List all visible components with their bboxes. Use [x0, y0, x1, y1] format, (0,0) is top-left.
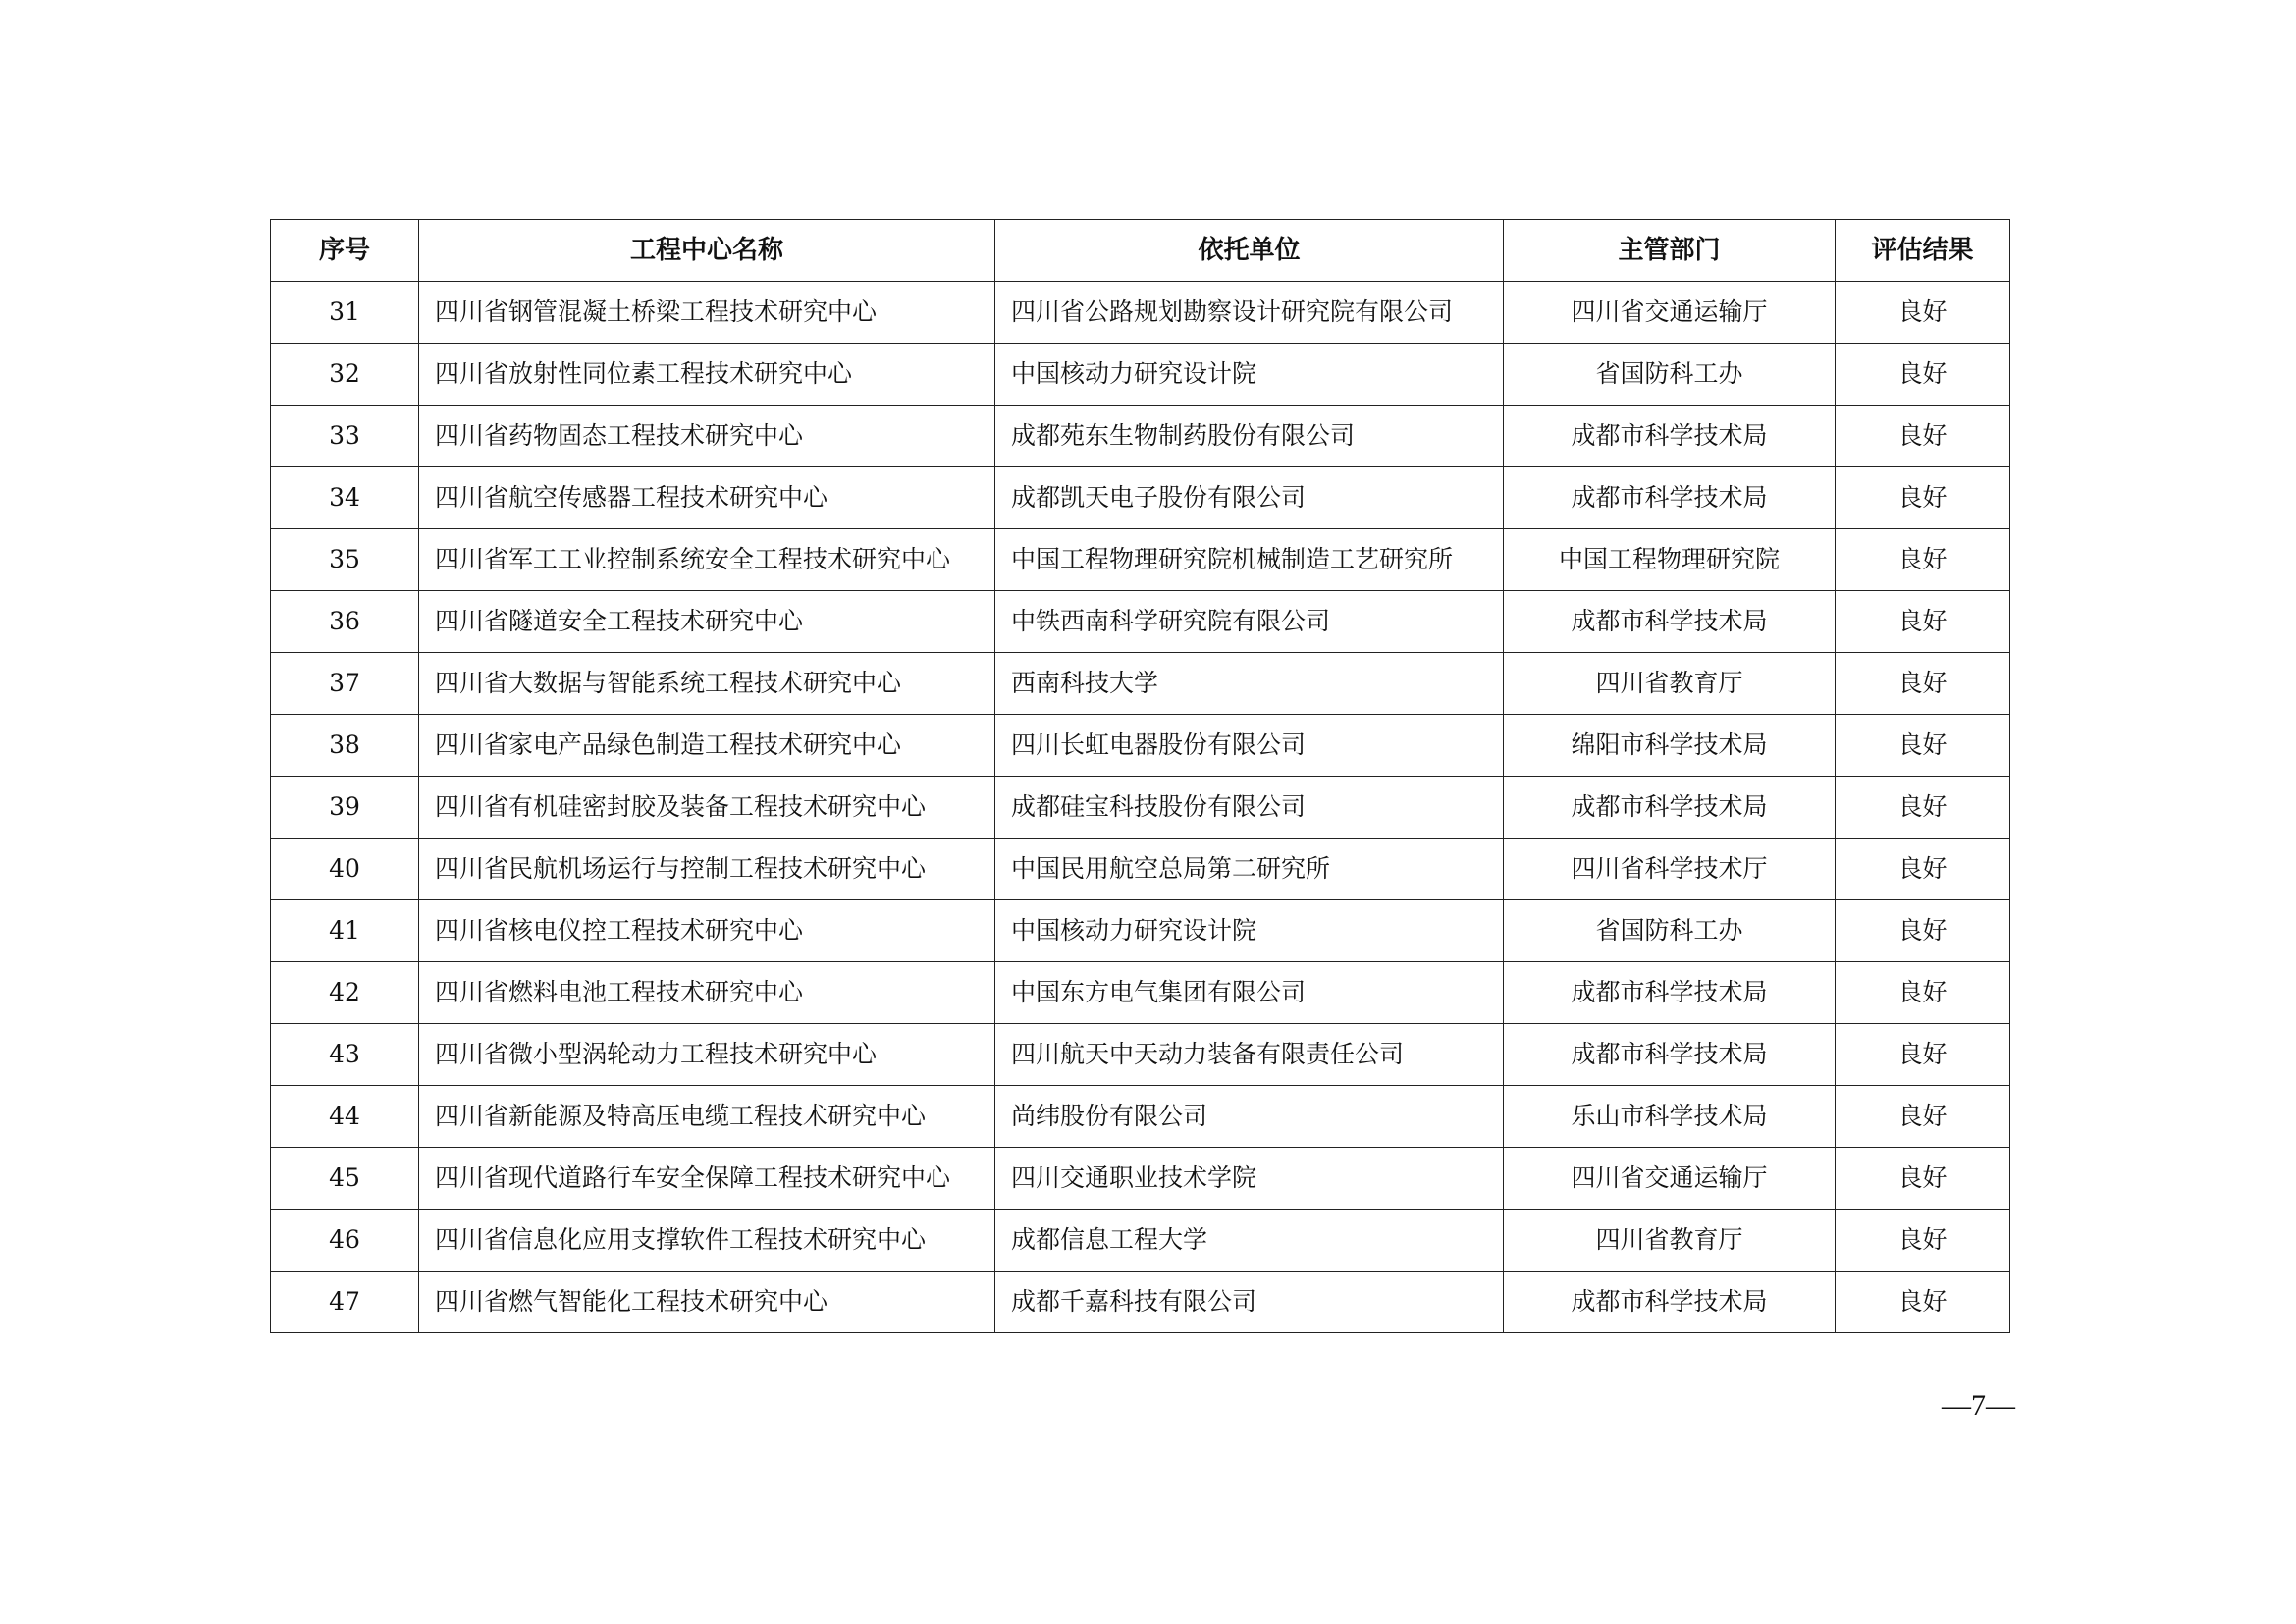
cell-index: 31: [271, 282, 419, 344]
cell-center-name: 四川省有机硅密封胶及装备工程技术研究中心: [419, 777, 995, 839]
cell-index: 40: [271, 839, 419, 900]
table-row: [271, 962, 2010, 1024]
cell-center-name: 四川省航空传感器工程技术研究中心: [419, 467, 995, 529]
table-row: [271, 1024, 2010, 1086]
cell-department: 绵阳市科学技术局: [1504, 715, 1836, 777]
cell-host-unit: 中铁西南科学研究院有限公司: [995, 591, 1504, 653]
cell-center-name: 四川省药物固态工程技术研究中心: [419, 406, 995, 467]
cell-host-unit: 中国东方电气集团有限公司: [995, 962, 1504, 1024]
cell-index: 38: [271, 715, 419, 777]
cell-result: 良好: [1836, 344, 2010, 406]
cell-center-name: 四川省燃料电池工程技术研究中心: [419, 962, 995, 1024]
table-row: [271, 839, 2010, 900]
cell-department: 省国防科工办: [1504, 900, 1836, 962]
cell-result: 良好: [1836, 467, 2010, 529]
cell-index: 36: [271, 591, 419, 653]
cell-result: 良好: [1836, 406, 2010, 467]
cell-index: 46: [271, 1210, 419, 1272]
cell-center-name: 四川省民航机场运行与控制工程技术研究中心: [419, 839, 995, 900]
header-department: 主管部门: [1504, 220, 1836, 282]
cell-index: 33: [271, 406, 419, 467]
evaluation-results-table: [270, 219, 2010, 1333]
cell-host-unit: 成都凯天电子股份有限公司: [995, 467, 1504, 529]
table-header: [271, 220, 2010, 282]
cell-center-name: 四川省隧道安全工程技术研究中心: [419, 591, 995, 653]
table-row: [271, 1210, 2010, 1272]
cell-center-name: 四川省新能源及特高压电缆工程技术研究中心: [419, 1086, 995, 1148]
cell-host-unit: 四川航天中天动力装备有限责任公司: [995, 1024, 1504, 1086]
cell-index: 42: [271, 962, 419, 1024]
cell-host-unit: 成都信息工程大学: [995, 1210, 1504, 1272]
cell-department: 成都市科学技术局: [1504, 406, 1836, 467]
table-row: [271, 1148, 2010, 1210]
table-row: [271, 591, 2010, 653]
cell-index: 44: [271, 1086, 419, 1148]
cell-center-name: 四川省军工工业控制系统安全工程技术研究中心: [419, 529, 995, 591]
cell-host-unit: 中国核动力研究设计院: [995, 344, 1504, 406]
cell-center-name: 四川省信息化应用支撑软件工程技术研究中心: [419, 1210, 995, 1272]
page-number: —7—: [1942, 1389, 2015, 1422]
cell-center-name: 四川省放射性同位素工程技术研究中心: [419, 344, 995, 406]
cell-department: 四川省教育厅: [1504, 1210, 1836, 1272]
table-row: [271, 900, 2010, 962]
cell-center-name: 四川省家电产品绿色制造工程技术研究中心: [419, 715, 995, 777]
cell-center-name: 四川省核电仪控工程技术研究中心: [419, 900, 995, 962]
cell-result: 良好: [1836, 591, 2010, 653]
cell-department: 成都市科学技术局: [1504, 1272, 1836, 1333]
cell-department: 成都市科学技术局: [1504, 777, 1836, 839]
cell-index: 45: [271, 1148, 419, 1210]
cell-host-unit: 中国核动力研究设计院: [995, 900, 1504, 962]
cell-host-unit: 四川长虹电器股份有限公司: [995, 715, 1504, 777]
cell-index: 34: [271, 467, 419, 529]
cell-department: 四川省教育厅: [1504, 653, 1836, 715]
table-row: [271, 653, 2010, 715]
cell-department: 四川省交通运输厅: [1504, 282, 1836, 344]
cell-index: 47: [271, 1272, 419, 1333]
cell-result: 良好: [1836, 529, 2010, 591]
table-row: [271, 282, 2010, 344]
cell-department: 成都市科学技术局: [1504, 591, 1836, 653]
header-row: [271, 220, 2010, 282]
table-row: [271, 777, 2010, 839]
cell-department: 成都市科学技术局: [1504, 467, 1836, 529]
cell-host-unit: 成都硅宝科技股份有限公司: [995, 777, 1504, 839]
header-host-unit: 依托单位: [995, 220, 1504, 282]
header-center-name: 工程中心名称: [419, 220, 995, 282]
header-result: 评估结果: [1836, 220, 2010, 282]
cell-result: 良好: [1836, 900, 2010, 962]
cell-result: 良好: [1836, 282, 2010, 344]
cell-center-name: 四川省微小型涡轮动力工程技术研究中心: [419, 1024, 995, 1086]
cell-host-unit: 成都苑东生物制药股份有限公司: [995, 406, 1504, 467]
cell-host-unit: 中国民用航空总局第二研究所: [995, 839, 1504, 900]
cell-result: 良好: [1836, 962, 2010, 1024]
cell-index: 35: [271, 529, 419, 591]
cell-department: 成都市科学技术局: [1504, 962, 1836, 1024]
table-body: [271, 282, 2010, 1333]
table-row: [271, 1272, 2010, 1333]
cell-result: 良好: [1836, 715, 2010, 777]
cell-result: 良好: [1836, 653, 2010, 715]
cell-result: 良好: [1836, 1272, 2010, 1333]
cell-index: 41: [271, 900, 419, 962]
cell-center-name: 四川省现代道路行车安全保障工程技术研究中心: [419, 1148, 995, 1210]
cell-department: 四川省交通运输厅: [1504, 1148, 1836, 1210]
table-row: [271, 715, 2010, 777]
cell-host-unit: 中国工程物理研究院机械制造工艺研究所: [995, 529, 1504, 591]
cell-host-unit: 尚纬股份有限公司: [995, 1086, 1504, 1148]
cell-result: 良好: [1836, 777, 2010, 839]
cell-index: 43: [271, 1024, 419, 1086]
cell-department: 四川省科学技术厅: [1504, 839, 1836, 900]
table-row: [271, 406, 2010, 467]
table-row: [271, 529, 2010, 591]
cell-center-name: 四川省钢管混凝土桥梁工程技术研究中心: [419, 282, 995, 344]
cell-department: 省国防科工办: [1504, 344, 1836, 406]
cell-department: 乐山市科学技术局: [1504, 1086, 1836, 1148]
header-index: 序号: [271, 220, 419, 282]
cell-result: 良好: [1836, 1148, 2010, 1210]
table-row: [271, 344, 2010, 406]
table-row: [271, 467, 2010, 529]
cell-department: 成都市科学技术局: [1504, 1024, 1836, 1086]
cell-host-unit: 成都千嘉科技有限公司: [995, 1272, 1504, 1333]
cell-center-name: 四川省大数据与智能系统工程技术研究中心: [419, 653, 995, 715]
cell-result: 良好: [1836, 1210, 2010, 1272]
cell-center-name: 四川省燃气智能化工程技术研究中心: [419, 1272, 995, 1333]
cell-host-unit: 四川交通职业技术学院: [995, 1148, 1504, 1210]
cell-host-unit: 西南科技大学: [995, 653, 1504, 715]
cell-index: 39: [271, 777, 419, 839]
cell-result: 良好: [1836, 839, 2010, 900]
cell-department: 中国工程物理研究院: [1504, 529, 1836, 591]
cell-result: 良好: [1836, 1086, 2010, 1148]
cell-host-unit: 四川省公路规划勘察设计研究院有限公司: [995, 282, 1504, 344]
cell-index: 32: [271, 344, 419, 406]
cell-result: 良好: [1836, 1024, 2010, 1086]
cell-index: 37: [271, 653, 419, 715]
table-row: [271, 1086, 2010, 1148]
